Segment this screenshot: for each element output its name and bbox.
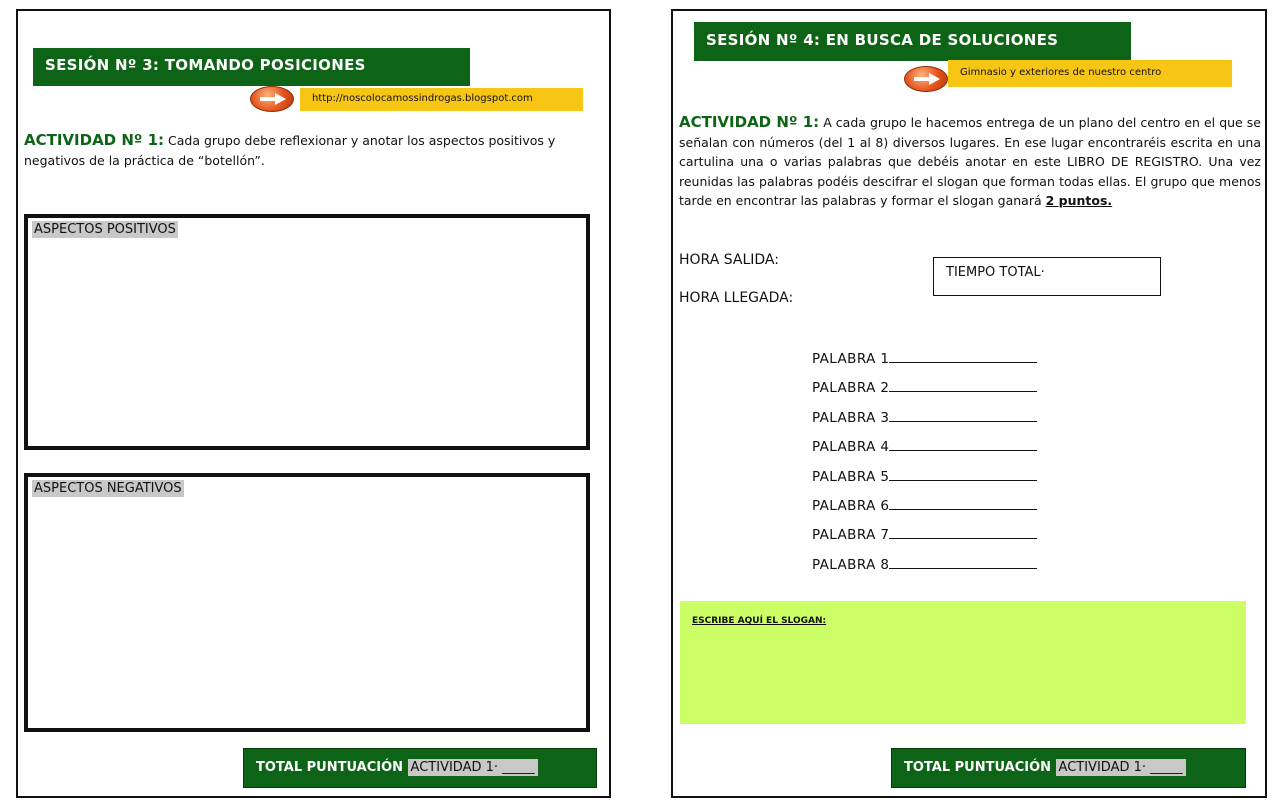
total-tag-text: ACTIVIDAD 1· xyxy=(410,760,499,775)
word-list xyxy=(812,350,1037,585)
word-row xyxy=(812,468,1037,497)
total-score-blank[interactable]: _____ xyxy=(502,760,535,775)
left-worksheet-page xyxy=(16,9,611,798)
blog-link-text[interactable]: http://noscolocamossindrogas.blogspot.com xyxy=(312,93,533,104)
total-activity-tag xyxy=(1056,759,1186,776)
total-time-box[interactable] xyxy=(933,257,1161,296)
word-answer-line[interactable] xyxy=(889,526,1037,539)
points-text: 2 puntos. xyxy=(1045,193,1113,208)
word-answer-line[interactable] xyxy=(889,556,1037,569)
word-label: PALABRA 7 xyxy=(812,527,890,544)
word-row xyxy=(812,350,1037,379)
word-answer-line[interactable] xyxy=(889,438,1037,451)
total-score-blank[interactable]: _____ xyxy=(1150,760,1183,775)
word-label: PALABRA 2 xyxy=(812,380,890,397)
word-label: PALABRA 1 xyxy=(812,351,890,367)
activity-text: Cada grupo debe reflexionar y anotar los aspectos positivos y negativos de la práctica de “botellón”. xyxy=(24,133,556,168)
negative-aspects-box[interactable] xyxy=(24,473,590,732)
activity-label: ACTIVIDAD Nº 1: xyxy=(679,113,820,131)
word-label: PALABRA 4 xyxy=(812,439,890,456)
slogan-label: ESCRIBE AQUÍ EL SLOGAN: xyxy=(692,616,827,626)
word-label: PALABRA 6 xyxy=(812,497,890,514)
session-3-title-banner xyxy=(33,48,470,86)
total-label: TOTAL PUNTUACIÓN xyxy=(256,760,404,775)
session-title: SESIÓN Nº 4: EN BUSCA DE SOLUCIONES xyxy=(706,31,1059,49)
session-title: SESIÓN Nº 3: TOMANDO POSICIONES xyxy=(45,56,366,74)
activity-text: A cada grupo le hacemos entrega de un plano del centro en el que se señalan con números (del 1 al 8) diversos lugares. En ese lugar encontraréis escrita en una cartulina una o varias palabras que debéis anotar en este LIBRO DE REGISTRO. Una vez reunidas las palabras podéis descifrar el slogan que forman todas ellas. El grupo que menos tarde en encontrar las palabras y formar el slogan ganará xyxy=(679,115,1261,208)
positive-aspects-label: ASPECTOS POSITIVOS xyxy=(34,222,176,237)
word-row xyxy=(812,379,1037,408)
right-worksheet-page xyxy=(671,9,1267,798)
word-row xyxy=(812,497,1037,526)
location-box xyxy=(948,60,1232,87)
location-text: Gimnasio y exteriores de nuestro centro xyxy=(960,67,1162,78)
total-label: TOTAL PUNTUACIÓN xyxy=(904,760,1052,775)
word-row xyxy=(812,409,1037,438)
total-score-bar xyxy=(891,748,1246,788)
word-label: PALABRA 3 xyxy=(812,409,890,426)
word-row xyxy=(812,526,1037,555)
word-label: PALABRA 5 xyxy=(812,468,890,485)
word-row xyxy=(812,556,1037,585)
word-answer-line[interactable] xyxy=(889,350,1037,363)
positive-aspects-box[interactable] xyxy=(24,214,590,450)
departure-time-label: HORA SALIDA: xyxy=(679,252,779,268)
activity-label: ACTIVIDAD Nº 1: xyxy=(24,131,165,149)
word-row xyxy=(812,438,1037,467)
slogan-write-area[interactable] xyxy=(680,601,1246,724)
total-activity-tag xyxy=(408,759,538,776)
word-answer-line[interactable] xyxy=(889,468,1037,481)
arrow-right-icon xyxy=(250,86,294,112)
arrow-right-icon xyxy=(904,66,948,92)
total-score-bar xyxy=(243,748,597,788)
word-label: PALABRA 8 xyxy=(812,556,890,573)
session-4-title-banner xyxy=(694,22,1131,61)
negative-aspects-label: ASPECTOS NEGATIVOS xyxy=(34,481,182,496)
total-time-label: TIEMPO TOTAL· xyxy=(946,265,1045,280)
activity-description xyxy=(24,131,594,170)
blog-link[interactable] xyxy=(300,88,583,111)
activity-description xyxy=(679,113,1261,211)
arrival-time-label: HORA LLEGADA: xyxy=(679,290,794,306)
word-answer-line[interactable] xyxy=(889,497,1037,510)
total-tag-text: ACTIVIDAD 1· xyxy=(1058,760,1147,775)
word-answer-line[interactable] xyxy=(889,409,1037,422)
word-answer-line[interactable] xyxy=(889,379,1037,392)
